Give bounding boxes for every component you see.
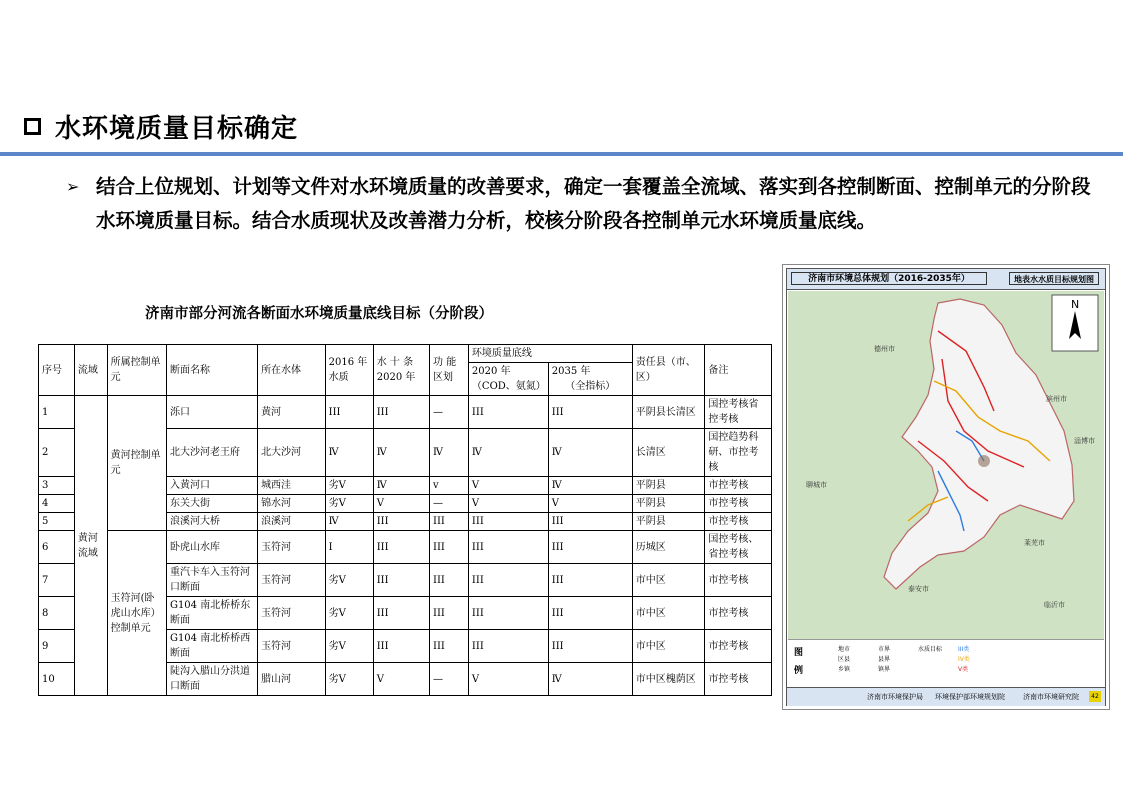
cell-county: 平阴县长清区 bbox=[632, 396, 705, 429]
checkbox-square-icon bbox=[24, 118, 41, 135]
cell-water: 玉符河 bbox=[258, 564, 326, 597]
header-2020-year: 2020 年 bbox=[471, 366, 511, 377]
cell-q2016: 劣Ⅴ bbox=[325, 564, 373, 597]
cell-note: 市控考核 bbox=[705, 477, 772, 495]
cell-wt2020: Ⅳ bbox=[373, 477, 429, 495]
cell-county: 历城区 bbox=[632, 531, 705, 564]
cell-y2020: III bbox=[468, 531, 548, 564]
cell-y2020: III bbox=[468, 597, 548, 630]
cell-section: 入黄河口 bbox=[166, 477, 257, 495]
cell-y2020: III bbox=[468, 513, 548, 531]
cell-y2035: Ⅳ bbox=[548, 429, 632, 477]
header-county: 责任县（市、区） bbox=[632, 345, 705, 396]
cell-water: 玉符河 bbox=[258, 630, 326, 663]
cell-section: 泺口 bbox=[166, 396, 257, 429]
legend-town-border: 镇界 bbox=[878, 666, 891, 673]
cell-section: 浪溪河大桥 bbox=[166, 513, 257, 531]
footer-academy: 环境保护部环境规划院 bbox=[935, 693, 1005, 701]
cell-section: 重汽卡车入玉符河口断面 bbox=[166, 564, 257, 597]
header-2020-sub: （COD、氨氮） bbox=[471, 381, 546, 392]
legend-class-v: V类 bbox=[958, 666, 969, 673]
cell-wt2020: III bbox=[373, 396, 429, 429]
label-dezhou: 德州市 bbox=[874, 345, 895, 353]
cell-y2035: III bbox=[548, 564, 632, 597]
cell-section: G104 南北桥桥东断面 bbox=[166, 597, 257, 630]
bullet-text: 结合上位规划、计划等文件对水环境质量的改善要求，确定一套覆盖全流域、落实到各控制断面、控制单元的分阶段水环境质量目标。结合水质现状及改善潜力分析，校核分阶段各控制单元水环境质量底线。 bbox=[96, 175, 1091, 232]
label-liaocheng: 聊城市 bbox=[806, 481, 827, 489]
cell-note: 市控考核 bbox=[705, 564, 772, 597]
map-footer bbox=[787, 687, 1105, 706]
legend-class-iv: IV类 bbox=[958, 656, 970, 663]
cell-water: 城西洼 bbox=[258, 477, 326, 495]
legend-target: 水质目标 bbox=[918, 646, 943, 653]
quality-target-table bbox=[38, 344, 772, 696]
cell-water: 玉符河 bbox=[258, 597, 326, 630]
cell-note: 市控考核 bbox=[705, 630, 772, 663]
bullet-paragraph bbox=[66, 170, 1106, 238]
cell-y2035: III bbox=[548, 630, 632, 663]
header-note: 备注 bbox=[705, 345, 772, 396]
cell-county: 市中区 bbox=[632, 564, 705, 597]
cell-wt2020: III bbox=[373, 513, 429, 531]
cell-note: 国控趋势科研、市控考核 bbox=[705, 429, 772, 477]
map-title: 济南市环境总体规划（2016-2035年） bbox=[791, 272, 987, 285]
cell-seq: 5 bbox=[39, 513, 75, 531]
cell-wt2020: III bbox=[373, 597, 429, 630]
legend-city: 地市 bbox=[838, 646, 851, 653]
cell-q2016: 劣Ⅴ bbox=[325, 663, 373, 696]
header-func: 功 能 区划 bbox=[430, 345, 469, 396]
cell-y2035: Ⅳ bbox=[548, 663, 632, 696]
cell-q2016: 劣Ⅴ bbox=[325, 630, 373, 663]
cell-wt2020: Ⅴ bbox=[373, 495, 429, 513]
cell-note: 市控考核 bbox=[705, 495, 772, 513]
cell-q2016: 劣Ⅴ bbox=[325, 477, 373, 495]
cell-seq: 9 bbox=[39, 630, 75, 663]
cell-section: 东关大街 bbox=[166, 495, 257, 513]
cell-wt2020: III bbox=[373, 630, 429, 663]
label-linyi: 临沂市 bbox=[1044, 601, 1065, 609]
urban-center bbox=[978, 455, 990, 467]
legend-town: 乡镇 bbox=[838, 666, 851, 673]
cell-note: 国控考核、省控考核 bbox=[705, 531, 772, 564]
legend-county-border: 县界 bbox=[878, 656, 891, 663]
cell-section: G104 南北桥桥西断面 bbox=[166, 630, 257, 663]
cell-county: 市中区 bbox=[632, 630, 705, 663]
legend-county: 区县 bbox=[838, 656, 851, 663]
cell-func: — bbox=[430, 396, 469, 429]
cell-func: III bbox=[430, 531, 469, 564]
cell-section: 陡沟入腊山分洪道口断面 bbox=[166, 663, 257, 696]
cell-y2035: III bbox=[548, 597, 632, 630]
cell-note: 市控考核 bbox=[705, 513, 772, 531]
label-taian: 泰安市 bbox=[908, 585, 929, 593]
cell-y2035: III bbox=[548, 513, 632, 531]
legend-class-iii: III类 bbox=[958, 646, 970, 653]
map-canvas bbox=[788, 291, 1104, 639]
cell-q2016: 劣Ⅴ bbox=[325, 495, 373, 513]
header-q2016: 2016 年水质 bbox=[325, 345, 373, 396]
cell-county: 市中区槐荫区 bbox=[632, 663, 705, 696]
cell-wt2020: Ⅴ bbox=[373, 663, 429, 696]
page-number: 42 bbox=[1089, 691, 1101, 702]
header-2035-sub: （全指标） bbox=[565, 381, 616, 392]
map-frame bbox=[786, 268, 1106, 706]
planning-map-figure bbox=[782, 264, 1110, 710]
cell-section: 卧虎山水库 bbox=[166, 531, 257, 564]
cell-wt2020: Ⅳ bbox=[373, 429, 429, 477]
cell-y2020: Ⅳ bbox=[468, 429, 548, 477]
cell-func: Ⅳ bbox=[430, 429, 469, 477]
label-zibo: 淄博市 bbox=[1074, 437, 1095, 445]
map-subtitle: 地表水水质目标规划图 bbox=[1009, 272, 1099, 285]
cell-note: 国控考核省控考核 bbox=[705, 396, 772, 429]
header-section: 断面名称 bbox=[166, 345, 257, 396]
cell-func: — bbox=[430, 495, 469, 513]
cell-seq: 10 bbox=[39, 663, 75, 696]
legend-title: 图例 bbox=[794, 648, 804, 676]
cell-y2020: Ⅴ bbox=[468, 477, 548, 495]
table-caption: 济南市部分河流各断面水环境质量底线目标（分阶段） bbox=[145, 306, 493, 322]
cell-water: 浪溪河 bbox=[258, 513, 326, 531]
header-baseline: 环境质量底线 bbox=[468, 345, 632, 363]
cell-y2035: III bbox=[548, 396, 632, 429]
cell-county: 平阴县 bbox=[632, 495, 705, 513]
header-wt2020: 水 十 条 2020 年 bbox=[373, 345, 429, 396]
cell-note: 市控考核 bbox=[705, 663, 772, 696]
map-legend bbox=[788, 639, 1104, 686]
cell-water: 黄河 bbox=[258, 396, 326, 429]
cell-seq: 4 bbox=[39, 495, 75, 513]
cell-y2035: III bbox=[548, 531, 632, 564]
north-label: N bbox=[1071, 298, 1080, 311]
section-title bbox=[24, 108, 298, 145]
cell-seq: 3 bbox=[39, 477, 75, 495]
cell-func: III bbox=[430, 513, 469, 531]
header-unit: 所属控制单元 bbox=[107, 345, 166, 396]
cell-func: III bbox=[430, 597, 469, 630]
cell-water: 锦水河 bbox=[258, 495, 326, 513]
footer-bureau: 济南市环境保护局 bbox=[867, 693, 923, 701]
cell-func: III bbox=[430, 630, 469, 663]
label-laiwu: 莱芜市 bbox=[1024, 539, 1045, 547]
map-header bbox=[787, 269, 1105, 290]
cell-seq: 8 bbox=[39, 597, 75, 630]
header-basin: 流域 bbox=[74, 345, 107, 396]
legend-city-border: 市界 bbox=[878, 646, 891, 653]
cell-county: 长清区 bbox=[632, 429, 705, 477]
header-2020 bbox=[468, 363, 548, 396]
cell-q2016: III bbox=[325, 396, 373, 429]
cell-seq: 7 bbox=[39, 564, 75, 597]
cell-basin: 黄河流域 bbox=[74, 396, 107, 696]
header-2035-year: 2035 年 bbox=[551, 366, 591, 377]
cell-y2020: III bbox=[468, 630, 548, 663]
cell-q2016: Ⅰ bbox=[325, 531, 373, 564]
cell-func: III bbox=[430, 564, 469, 597]
cell-unit: 玉符河(卧虎山水库）控制单元 bbox=[107, 531, 166, 696]
cell-y2020: Ⅴ bbox=[468, 495, 548, 513]
cell-water: 腊山河 bbox=[258, 663, 326, 696]
cell-y2020: III bbox=[468, 564, 548, 597]
cell-wt2020: III bbox=[373, 564, 429, 597]
cell-wt2020: III bbox=[373, 531, 429, 564]
cell-func: v bbox=[430, 477, 469, 495]
cell-note: 市控考核 bbox=[705, 597, 772, 630]
cell-seq: 1 bbox=[39, 396, 75, 429]
cell-seq: 2 bbox=[39, 429, 75, 477]
cell-county: 平阴县 bbox=[632, 477, 705, 495]
cell-section: 北大沙河老王府 bbox=[166, 429, 257, 477]
cell-q2016: Ⅳ bbox=[325, 513, 373, 531]
cell-water: 北大沙河 bbox=[258, 429, 326, 477]
cell-y2035: Ⅴ bbox=[548, 495, 632, 513]
header-seq: 序号 bbox=[39, 345, 75, 396]
header-water: 所在水体 bbox=[258, 345, 326, 396]
cell-county: 市中区 bbox=[632, 597, 705, 630]
title-divider bbox=[0, 152, 1123, 156]
cell-q2016: Ⅳ bbox=[325, 429, 373, 477]
cell-seq: 6 bbox=[39, 531, 75, 564]
cell-county: 平阴县 bbox=[632, 513, 705, 531]
page-title: 水环境质量目标确定 bbox=[55, 114, 299, 144]
footer-institute: 济南市环境研究院 bbox=[1023, 693, 1079, 701]
cell-y2020: Ⅴ bbox=[468, 663, 548, 696]
arrow-bullet-icon: ➢ bbox=[66, 177, 80, 196]
cell-y2035: Ⅳ bbox=[548, 477, 632, 495]
cell-q2016: 劣Ⅴ bbox=[325, 597, 373, 630]
label-binzhou: 滨州市 bbox=[1046, 395, 1067, 403]
cell-y2020: III bbox=[468, 396, 548, 429]
cell-func: — bbox=[430, 663, 469, 696]
cell-unit: 黄河控制单元 bbox=[107, 396, 166, 531]
header-2035 bbox=[548, 363, 632, 396]
cell-water: 玉符河 bbox=[258, 531, 326, 564]
